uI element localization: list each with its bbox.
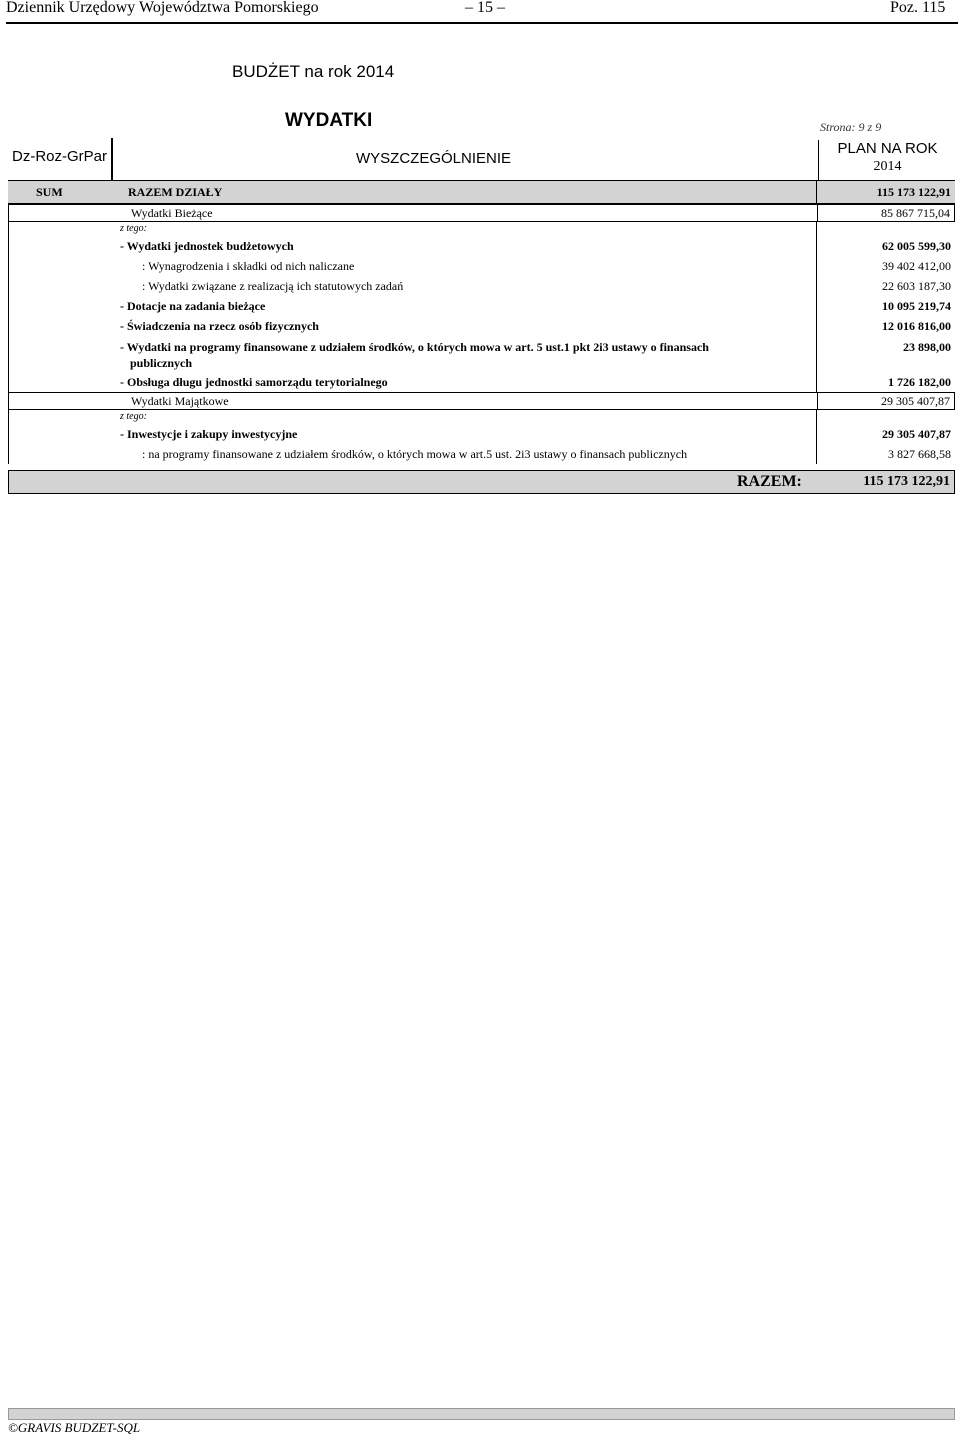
footer-bar [8,1408,955,1420]
table-row [8,444,955,464]
row-value: 3 827 668,58 [888,447,951,461]
row-value: 1 726 182,00 [888,375,951,389]
table-row [8,424,955,444]
header-plan-year: 2014 [873,159,902,174]
table-row [8,276,955,296]
table-row [8,296,955,316]
row-label: : Wydatki związane z realizacją ich statutowych zadań [142,279,404,293]
row-value: 39 402 412,00 [882,259,951,273]
sum-code: SUM [36,185,63,199]
row-label: - Świadczenia na rzecz osób fizycznych [120,319,319,333]
document-title: BUDŻET na rok 2014 [232,62,395,81]
budget-table [8,138,955,494]
sum-row [8,180,955,204]
row-label: - Wydatki jednostek budżetowych [120,239,294,253]
header-plan-label: PLAN NA ROK [837,140,938,157]
table-row [8,336,955,372]
wydatki-biezace-row [8,204,955,222]
wydatki-biezace-label: Wydatki Bieżące [131,206,213,220]
position-number: Poz. 115 [890,0,946,16]
row-label: - Obsługa długu jednostki samorządu terytorialnego [120,375,388,389]
row-label: - Dotacje na zadania bieżące [120,299,266,313]
row-label-continued: publicznych [130,356,193,370]
table-row [8,236,955,256]
z-tego-label: z tego: [120,411,147,422]
z-tego-row-1 [8,222,955,236]
table-row [8,372,955,392]
z-tego-row-2 [8,410,955,424]
wydatki-majatkowe-label: Wydatki Majątkowe [131,394,229,408]
footer-copyright: ©GRAVIS BUDZET-SQL [8,1420,141,1435]
table-row [8,316,955,336]
row-value: 10 095 219,74 [882,299,951,313]
razem-value: 115 173 122,91 [863,474,950,489]
wydatki-majatkowe-row [8,392,955,410]
row-label: : na programy finansowane z udziałem środków, o których mowa w art.5 ust. 2i3 ustawy o finansach publicznych [142,447,688,461]
row-value: 22 603 187,30 [882,279,951,293]
row-value: 12 016 816,00 [882,319,951,333]
row-label: : Wynagrodzenia i składki od nich naliczane [142,259,355,273]
z-tego-label: z tego: [120,223,147,234]
wydatki-majatkowe-value: 29 305 407,87 [881,394,950,408]
header-plan [818,140,956,180]
row-value: 62 005 599,30 [882,239,951,253]
table-row [8,256,955,276]
header-rule [6,22,958,24]
row-label: - Wydatki na programy finansowane z udziałem środków, o których mowa w art. 5 ust.1 pkt 2i3 ustawy o finansach [120,340,709,354]
page-counter: Strona: 9 z 9 [820,120,882,134]
section-title: WYDATKI [285,110,373,131]
sum-value: 115 173 122,91 [876,185,951,199]
row-value: 29 305 407,87 [882,427,951,441]
wydatki-biezace-value: 85 867 715,04 [881,206,950,220]
row-value: 23 898,00 [903,340,951,354]
header-separator [111,138,113,180]
page-number: – 15 – [465,0,505,16]
razem-label: RAZEM: [737,473,802,490]
row-label: - Inwestycje i zakupy inwestycyjne [120,427,298,441]
header-description: WYSZCZEGÓLNIENIE [356,150,512,167]
table-header [8,138,955,180]
header-code: Dz-Roz-GrPar [12,148,108,165]
journal-title: Dziennik Urzędowy Województwa Pomorskiego [6,0,319,16]
razem-row [8,470,955,494]
sum-label: RAZEM DZIAŁY [128,185,223,199]
